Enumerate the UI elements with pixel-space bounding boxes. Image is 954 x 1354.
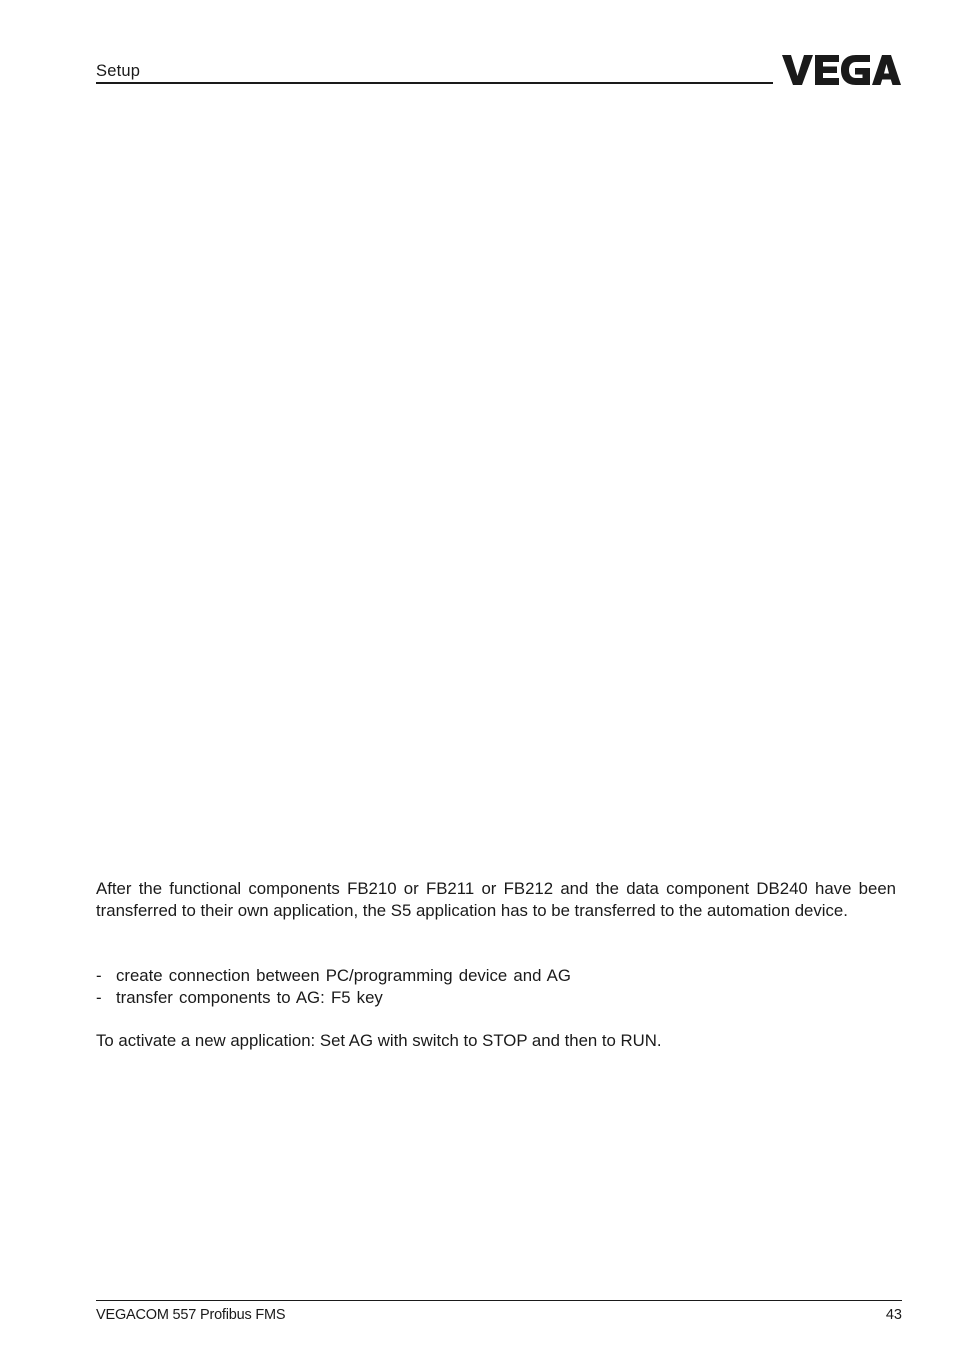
page-number: 43 [885,1307,902,1323]
footer-divider [96,1300,902,1301]
list-item-text: transfer components to AG: F5 key [116,987,383,1007]
list-dash: - [96,966,102,985]
footer-document-title: VEGACOM 557 Profibus FMS [96,1307,286,1323]
steps-list [96,965,896,1009]
list-item-text: create connection between PC/programming device and AG [116,966,571,985]
activation-paragraph: To activate a new application: Set AG with switch to STOP and then to RUN. [96,1031,662,1050]
vega-logo [782,54,902,86]
list-item [96,987,896,1009]
list-item [96,965,896,987]
section-title: Setup [96,62,141,80]
header-divider [96,82,773,84]
list-dash: - [96,987,102,1007]
intro-paragraph: After the functional components FB210 or FB211 or FB212 and the data component DB240 have been transferred to their own application, the S5 application has to be transferred to the automation device. [96,879,896,920]
